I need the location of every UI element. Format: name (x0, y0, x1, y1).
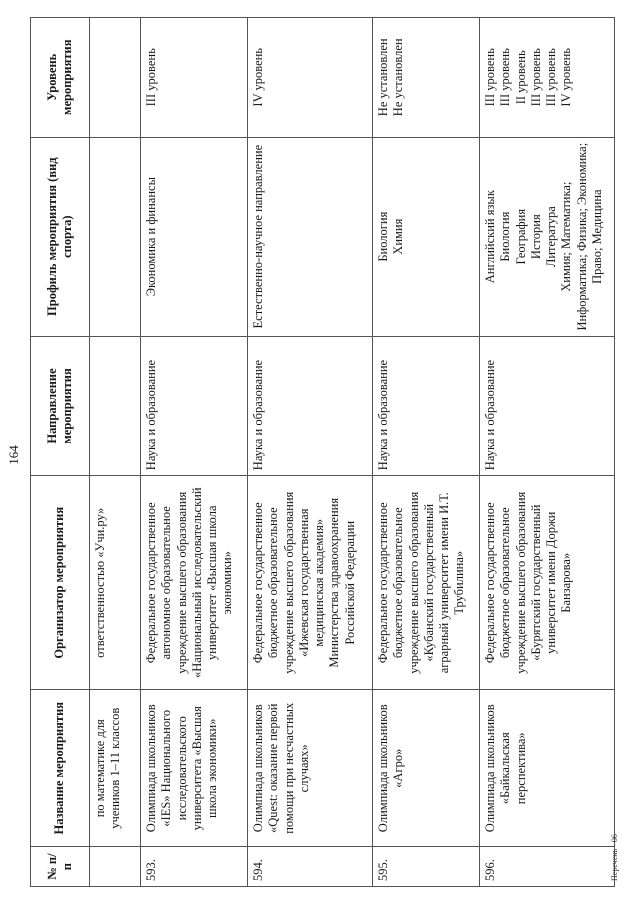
level-item: Не установлен (376, 38, 390, 117)
profile-item: Экономика и финансы (144, 177, 158, 297)
events-table (30, 17, 615, 887)
table-row (141, 18, 248, 887)
cell-direction: Наука и образование (248, 336, 373, 475)
cell-num: 593. (141, 847, 248, 887)
footer-note: Перечень - 06 (610, 834, 619, 881)
header-organizer: Организатор мероприятия (31, 476, 90, 690)
cell-organizer: Федеральное государственное бюджетное образовательное учреждение высшего образования «Кубанский государственный аграрный университет имени И.Т. Трубилина» (373, 476, 480, 690)
cell-organizer: Федеральное государственное автономное образовательное учреждение высшего образования «Национальный исследовательский университет «Высшая школа экономики» (141, 476, 248, 690)
header-direction: Направление мероприятия (31, 336, 90, 475)
cell-profile (248, 137, 373, 336)
profile-item: История (528, 214, 543, 260)
profile-item: Биология (376, 211, 390, 262)
level-item: Не установлен (391, 38, 406, 117)
level-item: III уровень (528, 48, 543, 107)
header-profile: Профиль мероприятия (вид спорта) (31, 137, 90, 336)
profile-item: Химия (391, 218, 406, 255)
profile-item: Химия; Математика; Информатика; Физика; Экономика; Право; Медицина (559, 142, 604, 331)
cell-organizer: Федеральное государственное бюджетное образовательное учреждение высшего образования «Ижевская государственная медицинская академия» Министерства здравоохранения Российской Федерации (248, 476, 373, 690)
cell-num: 594. (248, 847, 373, 887)
cell-direction: Наука и образование (480, 336, 615, 475)
cell-name: Олимпиада школьников «Quest: оказание первой помощи при несчастных случаях» (248, 690, 373, 847)
cell-direction: Наука и образование (373, 336, 480, 475)
cell-profile (90, 137, 141, 336)
profile-item: Биология (498, 211, 513, 262)
level-item: IV уровень (559, 47, 574, 107)
header-level: Уровень мероприятия (31, 18, 90, 138)
table-row (248, 18, 373, 887)
cell-level (373, 18, 480, 138)
cell-num (90, 847, 141, 887)
header-name: Название мероприятия (31, 690, 90, 847)
profile-item: Естественно-научное направление (251, 144, 265, 329)
cell-num: 595. (373, 847, 480, 887)
profile-item: География (513, 208, 528, 265)
table-row-continuation (90, 18, 141, 887)
cell-direction (90, 336, 141, 475)
cell-direction: Наука и образование (141, 336, 248, 475)
cell-name: Олимпиада школьников «Байкальская перспектива» (480, 690, 615, 847)
level-item: III уровень (483, 48, 497, 107)
cell-name: Олимпиада школьников «Агро» (373, 690, 480, 847)
cell-level (248, 18, 373, 138)
table-row (480, 18, 615, 887)
cell-profile (141, 137, 248, 336)
cell-level (141, 18, 248, 138)
profile-item: Литература (544, 206, 558, 268)
level-item: II уровень (513, 50, 528, 105)
cell-profile (373, 137, 480, 336)
cell-name: Олимпиада школьников «IES» Национального исследовательского университета «Высшая школа экономики» (141, 690, 248, 847)
cell-num: 596. (480, 847, 615, 887)
cell-level (90, 18, 141, 138)
cell-profile (480, 137, 615, 336)
header-num: № п/п (31, 847, 90, 887)
level-item: III уровень (498, 48, 513, 107)
level-item: III уровень (544, 48, 558, 107)
page-number: 164 (6, 445, 21, 465)
cell-organizer: Федеральное государственное бюджетное образовательное учреждение высшего образования «Бурятский государственный университет имени Доржи Банзарова» (480, 476, 615, 690)
cell-organizer: ответственностью «Учи.ру» (90, 476, 141, 690)
table-header-row (31, 18, 90, 887)
level-item: III уровень (144, 48, 158, 107)
level-item: IV уровень (251, 47, 265, 107)
cell-level (480, 18, 615, 138)
table-row (373, 18, 480, 887)
profile-item: Английский язык (483, 190, 497, 284)
cell-name: по математике для учеников 1–11 классов (90, 690, 141, 847)
